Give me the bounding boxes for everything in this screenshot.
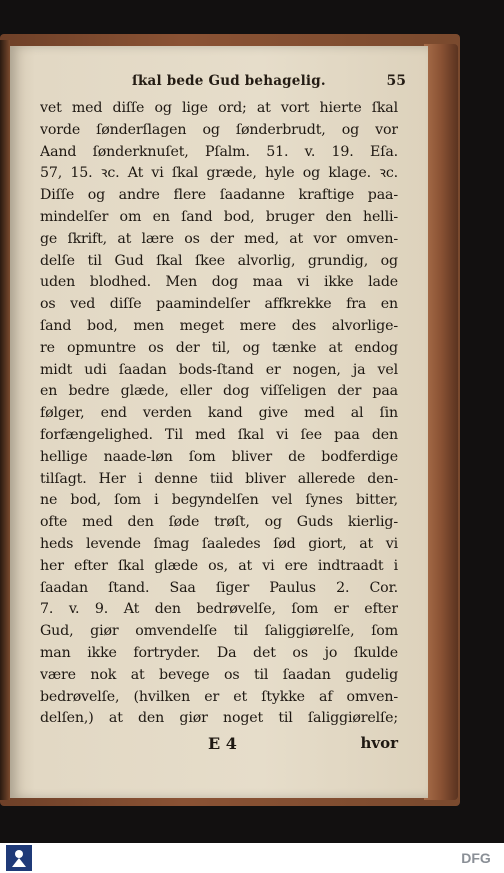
signature-mark: E 4 [208,734,237,753]
text-line: Gud, giør omvendelſe til ſaliggiørelſe, ſom [40,623,398,640]
book-gutter [0,40,10,800]
text-line: her efter ſkal glæde os, at vi ere indtraadt i [40,557,398,574]
dfg-logo-icon[interactable] [456,849,496,867]
book-page [10,46,428,798]
text-line: forfængelighed. Til med ſkal vi ſee paa den [40,426,398,443]
text-line: Aand ſønderknuſet, Pſalm. 51. v. 19. Eſa. [40,143,398,160]
text-line: tilſagt. Her i denne tiid bliver allerede den- [40,470,398,487]
text-line: ſaadan ſtand. Saa ſiger Paulus 2. Cor. [40,579,398,596]
text-line: uden blodhed. Men dog maa vi ikke lade [40,274,398,291]
text-line: følger, end verden kand give med al ſin [40,405,398,422]
viewer-footer [0,843,504,873]
catchword: hvor [360,734,398,752]
book-cover-edge [424,44,458,800]
text-line: re opmuntre os der til, og tænke at endog [40,339,398,356]
text-line: vet med diſſe og lige ord; at vort hierte ſkal [40,100,398,116]
text-line: heds levende ſmag ſaaledes ſød giort, at vi [40,535,398,552]
page-header [40,73,406,93]
text-line: hellige naade-løn ſom bliver de bodferdige [40,448,398,465]
text-line: os ved diſſe paamindelſer affkrekke fra en [40,296,398,313]
text-line: vorde ſønderſlagen og ſønderbrudt, og vor [40,121,398,138]
text-line: midt udi ſaadan bods-ſtand er nogen, ja vel [40,361,398,378]
text-line: delſen,) at den giør noget til ſaliggiørelſe; [40,710,398,727]
text-line: 7. v. 9. At den bedrøvelſe, ſom er efter [40,601,398,618]
page-footer-line [40,734,398,756]
page-body-text [40,98,398,730]
text-line: bedrøvelſe, (hvilken er et ſtykke af omven- [40,688,398,705]
text-line: ne bod, ſom i begyndelſen vel ſynes bitter, [40,492,398,509]
svg-text:DFG: DFG [461,850,491,866]
library-logo-icon[interactable] [6,845,32,871]
text-line: mindelſer om en ſand bod, bruger den helli- [40,208,398,225]
text-line: delſe til Gud ſkal ſkee alvorlig, grundig, og [40,252,398,269]
text-line: ſand bod, men meget mere des alvorlige- [40,317,398,334]
text-line: Diſſe og andre flere ſaadanne kraftige paa- [40,187,398,204]
text-line: være nok at bevege os til ſaadan gudelig [40,666,398,683]
text-line: man ikke fortryder. Da det os jo ſkulde [40,644,398,661]
page-number: 55 [386,73,406,89]
text-line: ge ſkrift, at lære os der med, at vor omven- [40,230,398,247]
text-line: en bedre glæde, eller dog viſſeligen der paa [40,383,398,400]
text-line: 57, 15. ꝛc. At vi ſkal græde, hyle og klage. ꝛc. [40,165,398,182]
running-head: ſkal bede Gud behagelig. [132,73,326,89]
text-line: ofte med den ſøde trøſt, og Guds kierlig- [40,514,398,531]
